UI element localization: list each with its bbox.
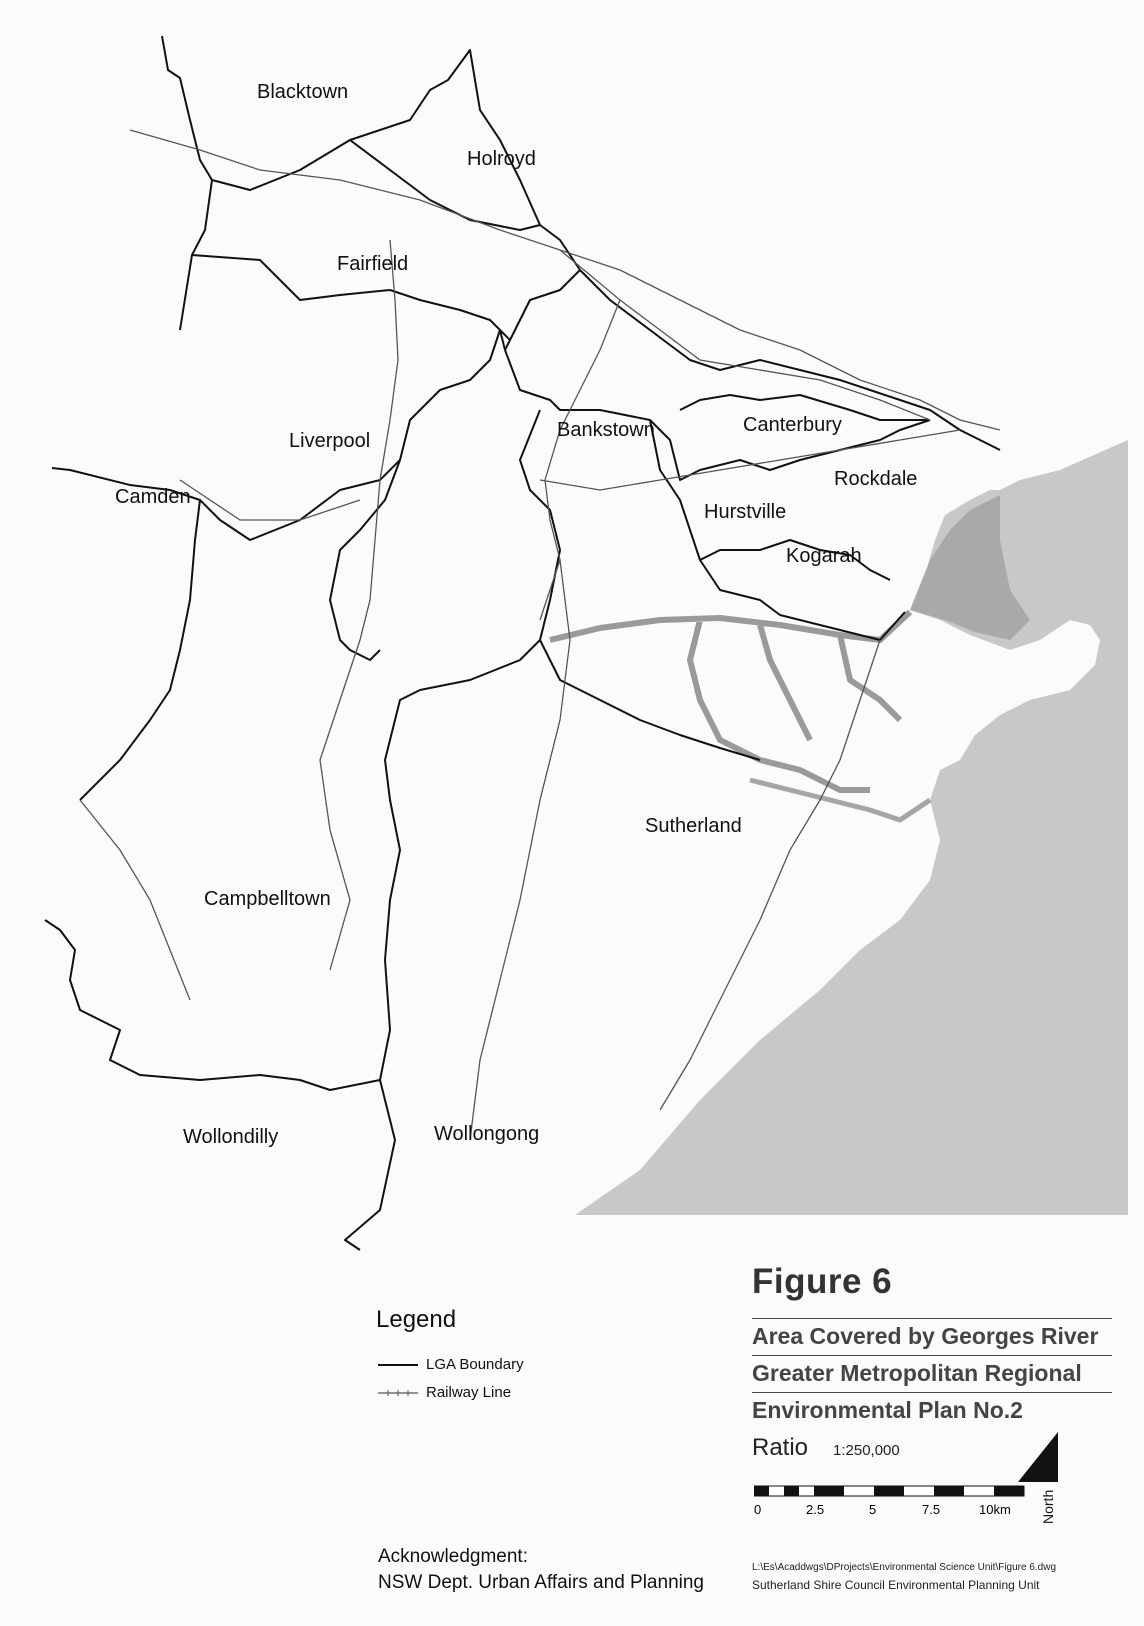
lga-label: Fairfield bbox=[337, 253, 409, 275]
producing-unit: Sutherland Shire Council Environmental Planning Unit bbox=[752, 1578, 1040, 1592]
ratio-label: Ratio bbox=[752, 1434, 809, 1461]
scale-tick-label: 5 bbox=[869, 1502, 877, 1517]
scale-bar bbox=[754, 1484, 1044, 1520]
acknowledgment bbox=[378, 1544, 704, 1596]
lga-boundary-symbol bbox=[378, 1360, 418, 1370]
acknowledgment-heading: Acknowledgment: bbox=[378, 1546, 528, 1567]
lga-label: Wollongong bbox=[434, 1123, 540, 1145]
ratio-value: 1:250,000 bbox=[833, 1442, 900, 1459]
port-hacking bbox=[750, 780, 930, 820]
north-label: North bbox=[1040, 1489, 1056, 1524]
lga-label: Rockdale bbox=[834, 468, 918, 490]
lga-label: Campbelltown bbox=[204, 888, 331, 910]
legend-title: Legend bbox=[376, 1306, 457, 1333]
lga-label: Liverpool bbox=[289, 430, 371, 452]
lga-label: Hurstville bbox=[704, 501, 787, 523]
legend-label: Railway Line bbox=[426, 1384, 512, 1401]
figure-title-line: Area Covered by Georges River bbox=[752, 1318, 1112, 1351]
north-arrow-icon bbox=[1018, 1432, 1058, 1482]
figure-title-line: Greater Metropolitan Regional bbox=[752, 1355, 1112, 1388]
lga-label: Kogarah bbox=[786, 545, 862, 567]
scale-tick-label: 2.5 bbox=[806, 1502, 825, 1517]
legend-label: LGA Boundary bbox=[426, 1356, 524, 1373]
file-path: L:\Es\Acaddwgs\DProjects\Environmental Science Unit\Figure 6.dwg bbox=[752, 1562, 1057, 1573]
lga-labels bbox=[115, 81, 917, 1148]
lga-label: Camden bbox=[115, 486, 191, 508]
lga-label: Bankstown bbox=[557, 419, 655, 441]
legend-item-lga-boundary bbox=[378, 1356, 524, 1373]
legend-item-railway-line bbox=[378, 1384, 511, 1401]
acknowledgment-text: NSW Dept. Urban Affairs and Planning bbox=[378, 1572, 704, 1593]
scale-tick-label: 0 bbox=[754, 1502, 762, 1517]
lga-label: Sutherland bbox=[645, 815, 742, 837]
figure-number: Figure 6 bbox=[752, 1262, 893, 1301]
scale-tick-label: 7.5 bbox=[922, 1502, 941, 1517]
lga-label: Wollondilly bbox=[183, 1126, 279, 1148]
railway-symbol bbox=[378, 1388, 418, 1398]
lga-label: Holroyd bbox=[467, 148, 536, 170]
scale-tick-label: 10km bbox=[979, 1502, 1011, 1517]
lga-label: Canterbury bbox=[743, 414, 842, 436]
figure-title-line: Environmental Plan No.2 bbox=[752, 1392, 1112, 1425]
lga-label: Blacktown bbox=[257, 81, 349, 103]
